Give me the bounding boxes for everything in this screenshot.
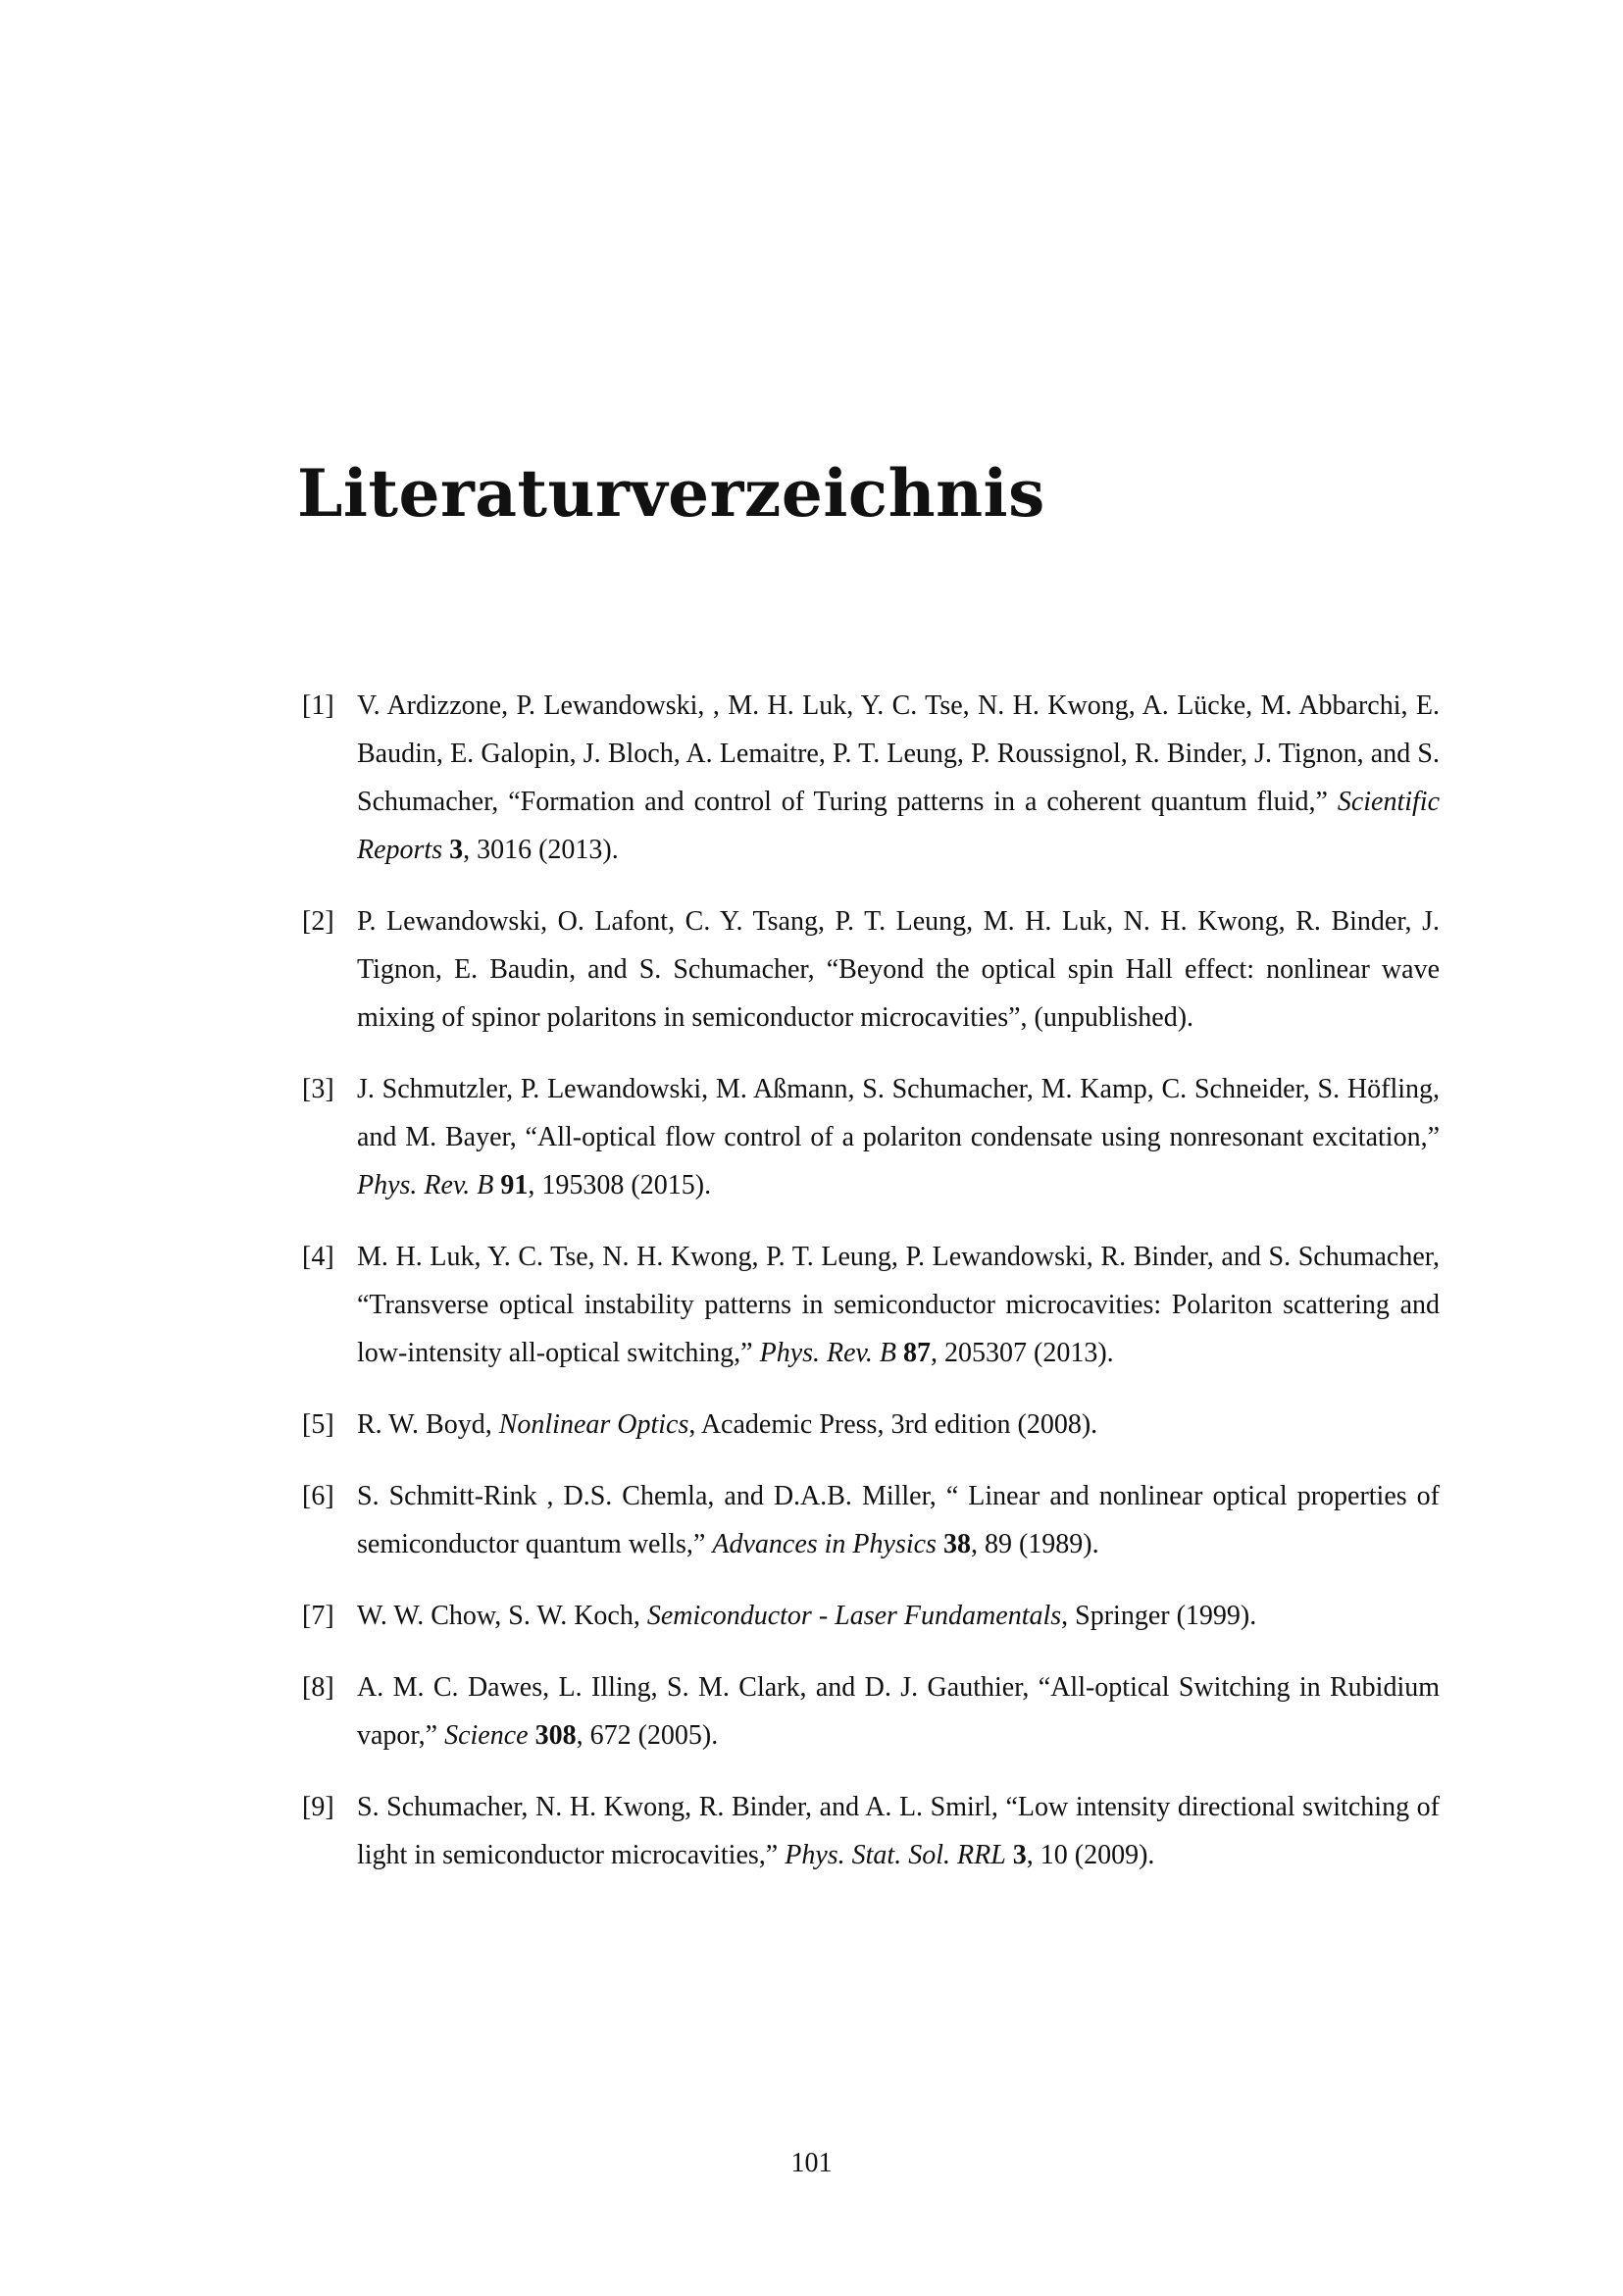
reference-text	[357, 1401, 1440, 1449]
reference-fragment: S. Schumacher, N. H. Kwong, R. Binder, and A. L. Smirl, “Low intensity directional switching of light in semiconductor microcavities,”	[357, 1792, 1440, 1870]
reference-entry	[302, 682, 1440, 874]
reference-text	[357, 1663, 1440, 1760]
reference-fragment: , 205307 (2013).	[931, 1338, 1114, 1368]
reference-fragment: P. Lewandowski, O. Lafont, C. Y. Tsang, P. T. Leung, M. H. Luk, N. H. Kwong, R. Binder, J. Tignon, E. Baudin, and S. Schumacher, “Beyond the optical spin Hall effect: nonlinear wave mixing of spinor polaritons in semiconductor microcavities”, (unpublished).	[357, 906, 1440, 1033]
chapter-title: Literaturverzeichnis	[297, 455, 1045, 532]
reference-fragment: M. H. Luk, Y. C. Tse, N. H. Kwong, P. T. Leung, P. Lewandowski, R. Binder, and S. Schumacher, “Transverse optical instability patterns in semiconductor microcavities: Polariton scattering and low-intensity all-optical switching,”	[357, 1242, 1440, 1368]
reference-entry	[302, 1065, 1440, 1209]
reference-entry	[302, 1663, 1440, 1760]
reference-fragment: R. W. Boyd,	[357, 1409, 499, 1440]
reference-number: [2]	[302, 906, 334, 937]
reference-entry	[302, 897, 1440, 1042]
reference-fragment: J. Schmutzler, P. Lewandowski, M. Aßmann, S. Schumacher, M. Kamp, C. Schneider, S. Höfling, and M. Bayer, “All-optical flow control of a polariton condensate using nonresonant excitation,”	[357, 1074, 1440, 1152]
reference-text	[357, 1592, 1440, 1640]
reference-fragment: , 672 (2005).	[576, 1720, 719, 1751]
reference-text	[357, 1065, 1440, 1209]
reference-fragment: S. Schmitt-Rink , D.S. Chemla, and D.A.B. Miller, “ Linear and nonlinear optical properties of semiconductor quantum wells,”	[357, 1481, 1440, 1559]
reference-journal-title: Phys. Stat. Sol. RRL	[785, 1840, 1006, 1870]
reference-fragment: , 3016 (2013).	[463, 835, 619, 865]
reference-number: [7]	[302, 1601, 334, 1631]
reference-entry	[302, 1472, 1440, 1568]
reference-number: [1]	[302, 690, 334, 721]
reference-number: [9]	[302, 1792, 334, 1822]
reference-fragment	[1006, 1840, 1013, 1870]
reference-volume: 38	[942, 1529, 971, 1559]
reference-number: [5]	[302, 1409, 334, 1440]
reference-journal-title: Nonlinear Optics	[498, 1409, 689, 1440]
reference-fragment: , Springer (1999).	[1061, 1601, 1257, 1631]
reference-number: [8]	[302, 1672, 334, 1703]
reference-fragment	[937, 1529, 943, 1559]
reference-journal-title: Phys. Rev. B	[759, 1338, 897, 1368]
reference-volume: 91	[500, 1170, 529, 1200]
reference-number: [6]	[302, 1481, 334, 1511]
reference-fragment: , Academic Press, 3rd edition (2008).	[688, 1409, 1098, 1440]
reference-fragment: , 195308 (2015).	[528, 1170, 712, 1200]
reference-fragment	[529, 1720, 535, 1751]
reference-journal-title: Advances in Physics	[712, 1529, 937, 1559]
reference-fragment: V. Ardizzone, P. Lewandowski, , M. H. Luk, Y. C. Tse, N. H. Kwong, A. Lücke, M. Abbarchi, E. Baudin, E. Galopin, J. Bloch, A. Lemaitre, P. T. Leung, P. Roussignol, R. Binder, J. Tignon, and S. Schumacher, “Formation and control of Turing patterns in a coherent quantum fluid,”	[357, 690, 1440, 817]
reference-journal-title: Semiconductor - Laser Fundamentals	[646, 1601, 1062, 1631]
reference-journal-title: Science	[444, 1720, 529, 1751]
reference-entry	[302, 1233, 1440, 1377]
reference-entry	[302, 1592, 1440, 1640]
reference-fragment: A. M. C. Dawes, L. Illing, S. M. Clark, and D. J. Gauthier, “All-optical Switching in Rubidium vapor,”	[357, 1672, 1440, 1751]
reference-fragment: , 89 (1989).	[970, 1529, 1099, 1559]
bibliography-list	[302, 682, 1440, 1903]
page-number: 101	[790, 2148, 833, 2178]
reference-journal-title: Scientific Reports	[357, 787, 1440, 865]
reference-volume: 87	[903, 1338, 932, 1368]
reference-text	[357, 682, 1440, 874]
reference-text	[357, 897, 1440, 1042]
reference-text	[357, 1472, 1440, 1568]
reference-text	[357, 1783, 1440, 1879]
reference-text	[357, 1233, 1440, 1377]
reference-number: [4]	[302, 1242, 334, 1272]
reference-fragment: W. W. Chow, S. W. Koch,	[357, 1601, 647, 1631]
reference-volume: 308	[534, 1720, 577, 1751]
reference-fragment: , 10 (2009).	[1026, 1840, 1155, 1870]
reference-entry	[302, 1783, 1440, 1879]
reference-journal-title: Phys. Rev. B	[357, 1170, 494, 1200]
reference-entry	[302, 1401, 1440, 1449]
reference-fragment	[896, 1338, 903, 1368]
reference-number: [3]	[302, 1074, 334, 1104]
reference-volume: 3	[449, 835, 464, 865]
reference-volume: 3	[1012, 1840, 1027, 1870]
